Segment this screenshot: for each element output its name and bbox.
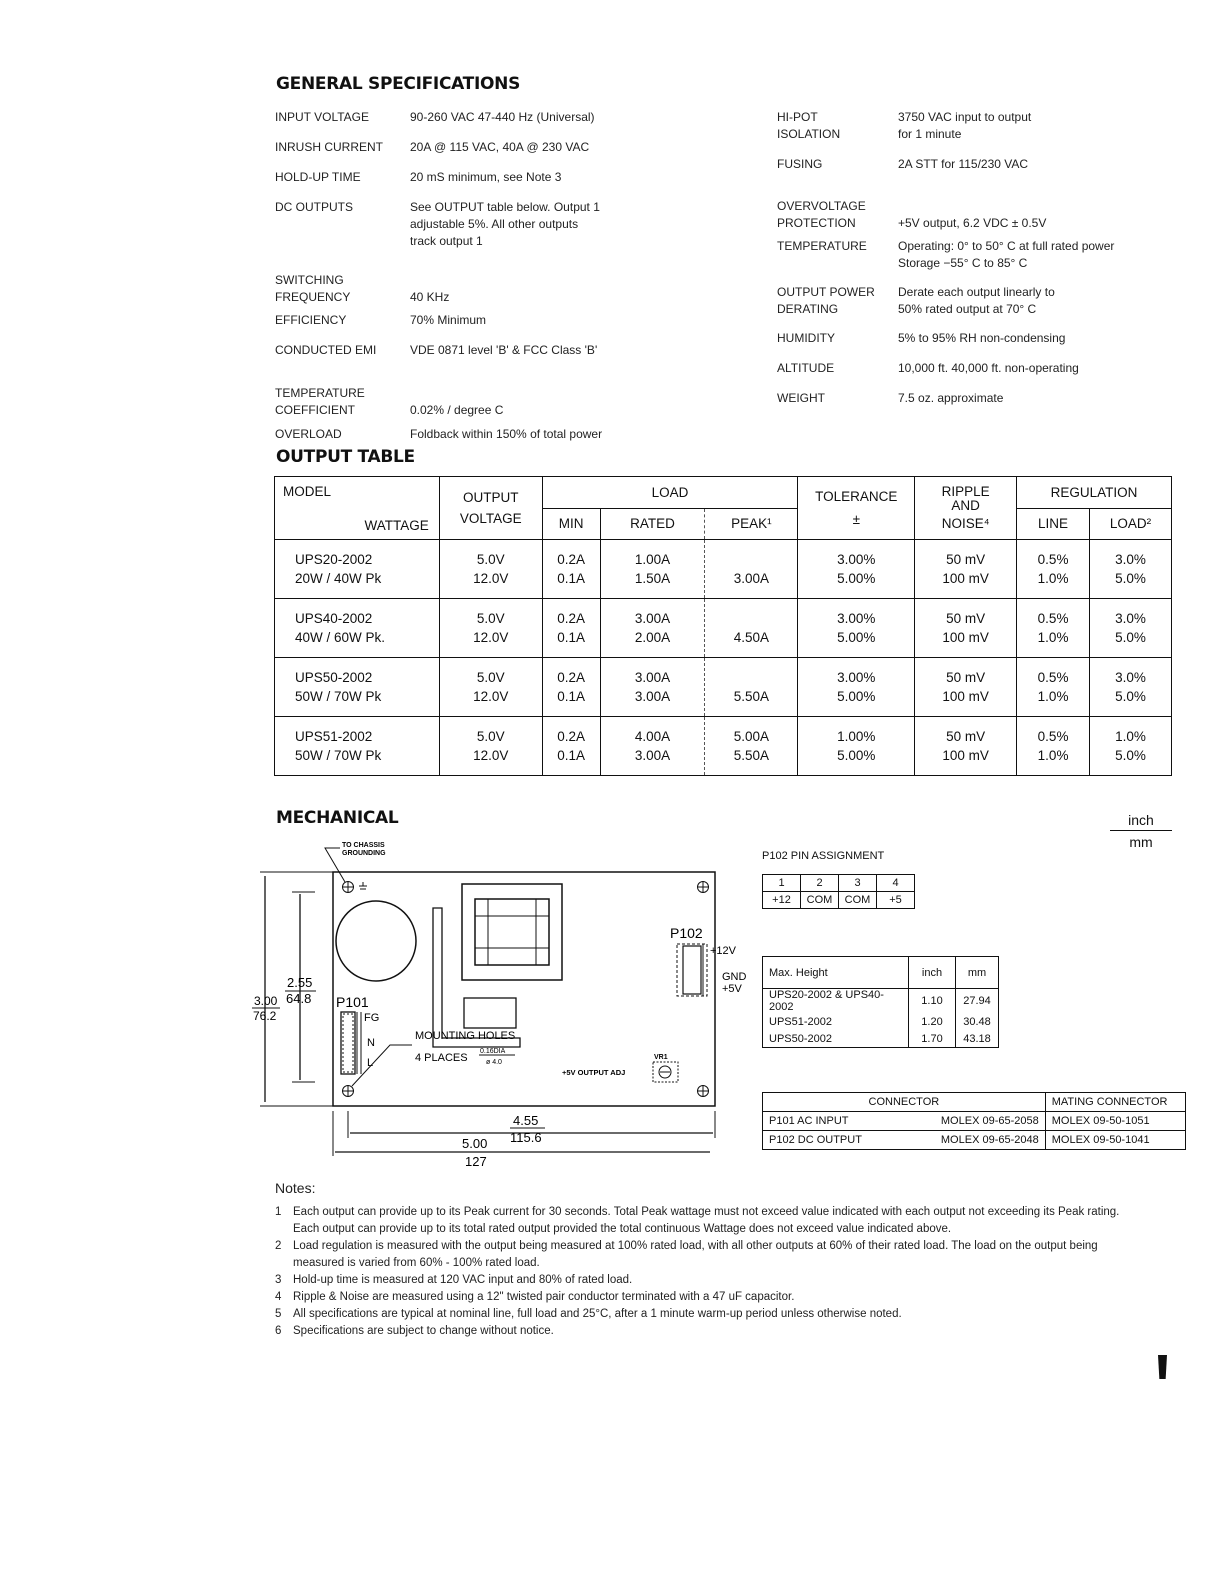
- spec-hi-pot-isolation: HI-POT ISOLATION 3750 VAC input to output for 1 minute: [777, 110, 1032, 141]
- output-table: [274, 476, 1172, 776]
- output-table-title: OUTPUT TABLE: [276, 447, 415, 467]
- note-item: 4 Ripple & Noise are measured using a 12" twisted pair conductor terminated with a 47 uF capacitor.: [275, 1291, 795, 1303]
- note-item: 3 Hold-up time is measured at 120 VAC input and 80% of rated load.: [275, 1274, 633, 1286]
- hole-diameter-inch: 0.16DIA: [480, 1048, 506, 1055]
- unit-legend: inch mm: [1110, 812, 1172, 850]
- p101-label: P101: [336, 994, 369, 1010]
- pin-assignment-table: 1 2 3 4 +12 COM COM +5: [762, 874, 915, 909]
- header-line: LINE: [1017, 508, 1090, 540]
- pin-assignment-title: P102 PIN ASSIGNMENT: [762, 850, 885, 862]
- dim-width-inch: 5.00: [462, 1136, 488, 1151]
- mechanical-title: MECHANICAL: [276, 808, 399, 828]
- p101-fg-label: FG: [364, 1012, 380, 1024]
- notes: [275, 1180, 1195, 1340]
- header-rated: RATED: [600, 508, 705, 540]
- header-regulation: REGULATION: [1017, 477, 1172, 509]
- p102-label: P102: [670, 925, 703, 941]
- header-tolerance: TOLERANCE ±: [798, 477, 915, 540]
- spec-altitude: ALTITUDE 10,000 ft. 40,000 ft. non-operating: [777, 361, 1079, 375]
- table-row: UPS51-2002 50W / 70W Pk 5.0V 12.0V 0.2A 0.1A 4.00A 3.00A 5.00A 5.50A 1.00% 5.00% 50 mV 100 mV 0.5% 1.0% 1.0% 5.0%: [275, 717, 1172, 776]
- header-load: LOAD: [542, 477, 798, 509]
- transformer: [462, 884, 562, 980]
- general-specifications-title: GENERAL SPECIFICATIONS: [276, 74, 521, 94]
- ground-hole-icon: [342, 881, 367, 893]
- mounting-hole-icon: [697, 1085, 709, 1097]
- specs-left: [275, 109, 675, 456]
- dim-inner-height-inch: 2.55: [287, 975, 313, 990]
- spec-humidity: HUMIDITY 5% to 95% RH non-condensing: [777, 331, 1066, 345]
- spec-hold-up-time: HOLD-UP TIME 20 mS minimum, see Note 3: [275, 170, 562, 184]
- max-height-table: Max. Height inch mm UPS20-2002 & UPS40-2002 1.10 27.94 UPS51-2002 1.20 30.48 UPS50-2002 1.70 43.18: [762, 956, 999, 1048]
- spec-overvoltage-protection: OVERVOLTAGE PROTECTION +5V output, 6.2 VDC ± 0.5V: [777, 199, 1047, 230]
- spec-input-voltage: INPUT VOLTAGE 90-260 VAC 47-440 Hz (Universal): [275, 110, 595, 124]
- spec-overload: OVERLOAD Foldback within 150% of total power: [275, 427, 603, 441]
- connector-table: CONNECTOR MATING CONNECTOR P101 AC INPUT MOLEX 09-65-2058 MOLEX 09-50-1051 P102 DC OUTPUT MOLEX 09-65-2048 MOLEX 09-50-1041: [762, 1092, 1186, 1150]
- p102-gnd-label: GND: [722, 971, 747, 983]
- spec-inrush-current: INRUSH CURRENT 20A @ 115 VAC, 40A @ 230 VAC: [275, 140, 590, 154]
- table-row: UPS40-2002 40W / 60W Pk. 5.0V 12.0V 0.2A 0.1A 3.00A 2.00A 4.50A 3.00% 5.00% 50 mV 100 mV 0.5% 1.0% 3.0% 5.0%: [275, 599, 1172, 658]
- header-min: MIN: [542, 508, 600, 540]
- table-row: UPS50-2002 50W / 70W Pk 5.0V 12.0V 0.2A 0.1A 3.00A 3.00A 5.50A 3.00% 5.00% 50 mV 100 mV 0.5% 1.0% 3.0% 5.0%: [275, 658, 1172, 717]
- header-load2: LOAD²: [1090, 508, 1172, 540]
- header-ripple-noise: RIPPLE AND NOISE⁴: [915, 477, 1017, 540]
- capacitor: [336, 901, 416, 981]
- adj-label: +5V OUTPUT ADJ: [562, 1068, 626, 1077]
- spec-dc-outputs: DC OUTPUTS See OUTPUT table below. Output 1 adjustable 5%. All other outputs track output 1: [275, 200, 600, 248]
- mounting-holes-label: MOUNTING HOLES: [415, 1030, 516, 1042]
- spec-weight: WEIGHT 7.5 oz. approximate: [777, 391, 1004, 405]
- vr1-label: VR1: [654, 1054, 668, 1061]
- page-mark: [1158, 1355, 1167, 1379]
- dim-width-mm: 127: [465, 1154, 487, 1169]
- specs-right: [777, 109, 1177, 420]
- spec-switching-frequency: SWITCHING FREQUENCY 40 KHz: [275, 273, 450, 304]
- table-row: UPS50-2002 1.70 43.18: [763, 1030, 999, 1048]
- table-row: UPS20-2002 & UPS40-2002 1.10 27.94: [763, 989, 999, 1014]
- mechanical-drawing: [240, 836, 760, 1176]
- header-model-wattage: MODEL WATTAGE: [275, 477, 440, 540]
- mounting-hole-icon: [342, 1085, 354, 1097]
- p101-n-label: N: [367, 1037, 375, 1049]
- spec-conducted-emi: CONDUCTED EMI VDE 0871 level 'B' & FCC Class 'B': [275, 343, 598, 357]
- dim-inner-width-mm: 115.6: [510, 1130, 542, 1145]
- table-row: UPS20-2002 20W / 40W Pk 5.0V 12.0V 0.2A 0.1A 1.00A 1.50A 3.00A 3.00% 5.00% 50 mV 100 mV 0.5% 1.0% 3.0% 5.0%: [275, 540, 1172, 599]
- note-item: 1 Each output can provide up to its Peak current for 30 seconds. Total Peak wattage must not exceed value indicated with each output not exceeding its Peak rating. Each output can provide up to its total rated output provided the total continuous Wattage does not exceed value indicated above.: [275, 1206, 1120, 1235]
- p102-5v-label: +5V: [722, 983, 742, 995]
- heatsink: [433, 908, 520, 1047]
- table-row: UPS51-2002 1.20 30.48: [763, 1013, 999, 1030]
- chassis-label: TO CHASSIS: [342, 842, 385, 849]
- p102-12v-label: +12V: [710, 945, 736, 957]
- board-outline: [333, 872, 715, 1106]
- dim-inner-width-inch: 4.55: [513, 1113, 539, 1128]
- p101-l-label: L: [367, 1057, 374, 1069]
- chassis-label-2: GROUNDING: [342, 850, 386, 857]
- table-row: P102 DC OUTPUT MOLEX 09-65-2048 MOLEX 09-50-1041: [763, 1131, 1186, 1150]
- spec-efficiency: EFFICIENCY 70% Minimum: [275, 313, 487, 327]
- spec-output-power-derating: OUTPUT POWER DERATING Derate each output linearly to 50% rated output at 70° C: [777, 285, 1055, 316]
- spec-temperature-coefficient: TEMPERATURE COEFFICIENT 0.02% / degree C: [275, 386, 504, 417]
- note-item: 5 All specifications are typical at nominal line, full load and 25°C, after a 1 minute warm-up period unless otherwise noted.: [275, 1308, 902, 1320]
- mounting-places-label: 4 PLACES: [415, 1052, 468, 1064]
- spec-temperature: TEMPERATURE Operating: 0° to 50° C at full rated power Storage −55° C to 85° C: [777, 239, 1115, 270]
- dim-inner-height-mm: 64.8: [286, 991, 312, 1006]
- note-item: 2 Load regulation is measured with the output being measured at 100% rated load, with all other outputs at 60% of their rated load. The load on the output being measured is varied from 60% - 100% rated load.: [275, 1240, 1098, 1269]
- mounting-hole-icon: [697, 881, 709, 893]
- header-output-voltage: OUTPUT VOLTAGE: [439, 477, 542, 540]
- header-peak: PEAK¹: [705, 508, 798, 540]
- hole-diameter-mm: ø 4.0: [486, 1059, 502, 1066]
- dim-height-mm: 76.2: [253, 1009, 277, 1023]
- table-row: P101 AC INPUT MOLEX 09-65-2058 MOLEX 09-50-1051: [763, 1112, 1186, 1131]
- notes-title: Notes:: [275, 1180, 316, 1196]
- note-item: 6 Specifications are subject to change without notice.: [275, 1325, 554, 1337]
- dim-height-inch: 3.00: [254, 994, 278, 1008]
- spec-fusing: FUSING 2A STT for 115/230 VAC: [777, 157, 1029, 171]
